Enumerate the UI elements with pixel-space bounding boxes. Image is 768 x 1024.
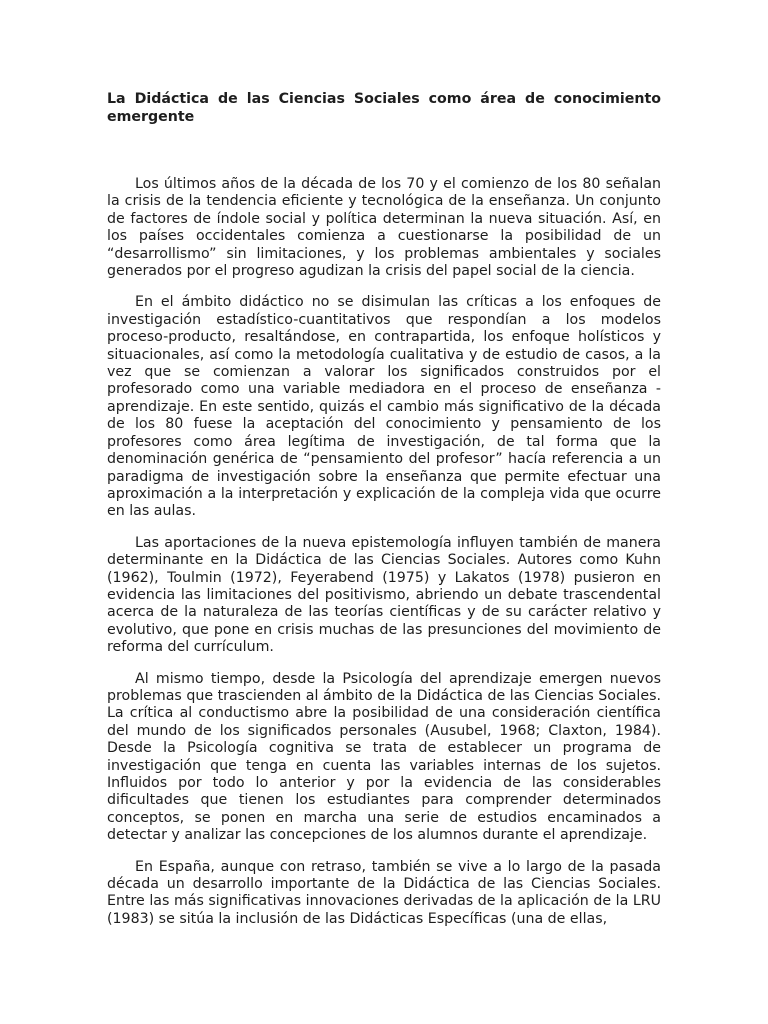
paragraph: En España, aunque con retraso, también se vive a lo largo de la pasada década un desarrollo importante de la Didáctica de las Ciencias Sociales. Entre las más significativas innovaciones derivadas de la aplicación de la LRU (1983) se sitúa la inclusión de las Didácticas Específicas (una de ellas, xyxy=(107,858,661,927)
document-body xyxy=(107,176,661,928)
document-title: La Didáctica de las Ciencias Sociales como área de conocimiento emergente xyxy=(107,91,661,125)
paragraph: Los últimos años de la década de los 70 y el comienzo de los 80 señalan la crisis de la tendencia eficiente y tecnológica de la enseñanza. Un conjunto de factores de índole social y política determinan la nueva situación. Así, en los países occidentales comienza a cuestionarse la posibilidad de un “desarrollismo” sin limitaciones, y los problemas ambientales y sociales generados por el progreso agudizan la crisis del papel social de la ciencia. xyxy=(107,176,661,280)
paragraph: En el ámbito didáctico no se disimulan las críticas a los enfoques de investigación estadístico-cuantitativos que respondían a los modelos proceso-producto, resaltándose, en contrapartida, los enfoque holísticos y situacionales, así como la metodología cualitativa y de estudio de casos, a la vez que se comienzan a valorar los significados construidos por el profesorado como una variable mediadora en el proceso de enseñanza - aprendizaje. En este sentido, quizás el cambio más significativo de la década de los 80 fuese la aceptación del conocimiento y pensamiento de los profesores como área legítima de investigación, de tal forma que la denominación genérica de “pensamiento del profesor” hacía referencia a un paradigma de investigación sobre la enseñanza que permite efectuar una aproximación a la interpretación y explicación de la compleja vida que ocurre en las aulas. xyxy=(107,294,661,520)
paragraph: Al mismo tiempo, desde la Psicología del aprendizaje emergen nuevos problemas que trascienden al ámbito de la Didáctica de las Ciencias Sociales. La crítica al conductismo abre la posibilidad de una consideración científica del mundo de los significados personales (Ausubel, 1968; Claxton, 1984). Desde la Psicología cognitiva se trata de establecer un programa de investigación que tenga en cuenta las variables internas de los sujetos. Influidos por todo lo anterior y por la evidencia de las considerables dificultades que tienen los estudiantes para comprender determinados conceptos, se ponen en marcha una serie de estudios encaminados a detectar y analizar las concepciones de los alumnos durante el aprendizaje. xyxy=(107,670,661,844)
paragraph: Las aportaciones de la nueva epistemología influyen también de manera determinante en la Didáctica de las Ciencias Sociales. Autores como Kuhn (1962), Toulmin (1972), Feyerabend (1975) y Lakatos (1978) pusieron en evidencia las limitaciones del positivismo, abriendo un debate trascendental acerca de la naturaleza de las teorías científicas y de su carácter relativo y evolutivo, que pone en crisis muchas de las presunciones del movimiento de reforma del currículum. xyxy=(107,534,661,656)
document-page xyxy=(107,90,661,942)
